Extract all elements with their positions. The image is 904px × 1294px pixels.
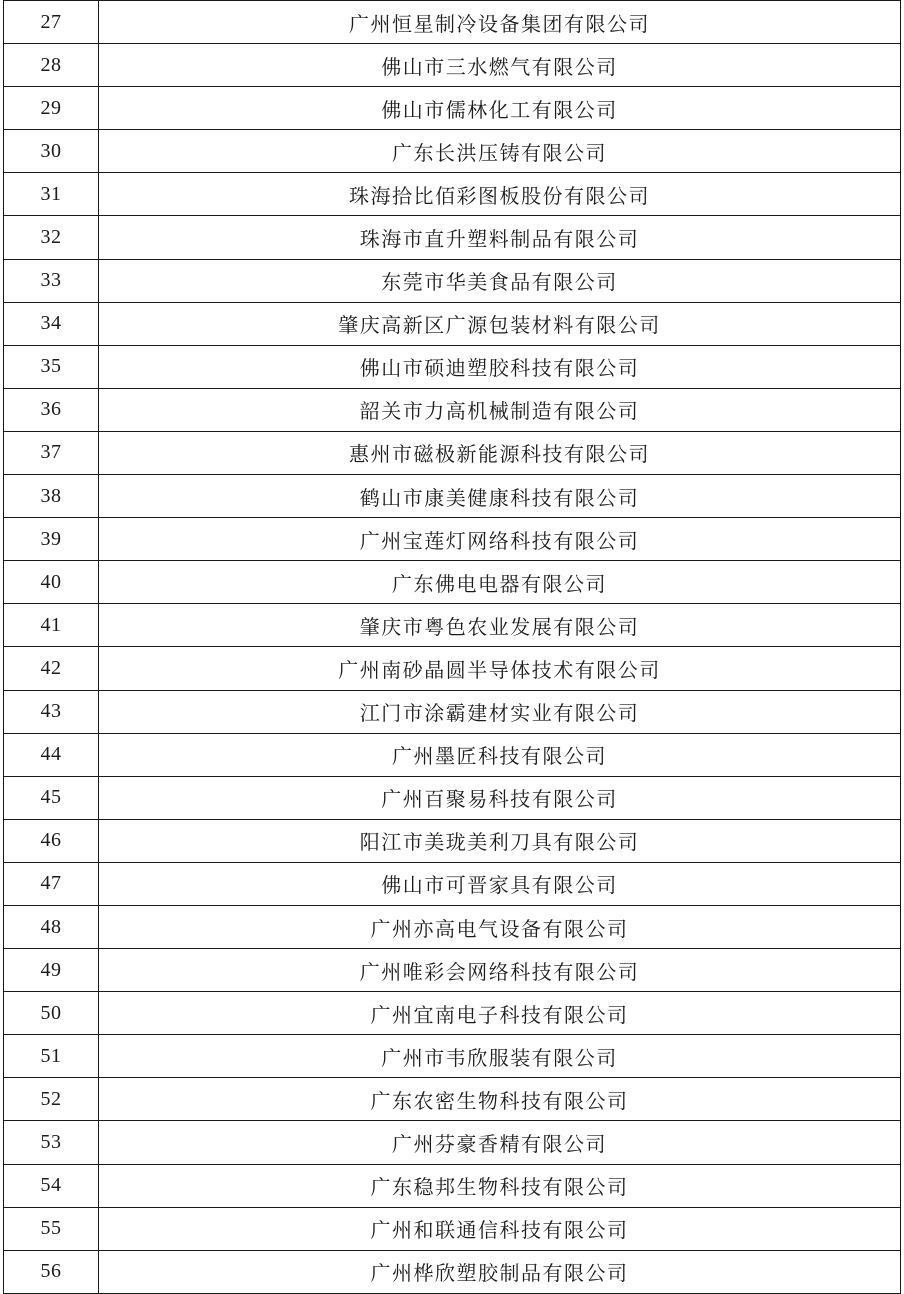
company-name-cell: 广东长洪压铸有限公司 bbox=[99, 130, 901, 173]
company-name-cell: 阳江市美珑美利刀具有限公司 bbox=[99, 819, 901, 862]
row-number-cell: 34 bbox=[4, 302, 99, 345]
company-name-cell: 珠海拾比佰彩图板股份有限公司 bbox=[99, 173, 901, 216]
table-row bbox=[4, 431, 901, 474]
company-table bbox=[3, 0, 901, 1294]
row-number-cell: 47 bbox=[4, 862, 99, 905]
row-number-cell: 41 bbox=[4, 604, 99, 647]
company-name-cell: 佛山市儒林化工有限公司 bbox=[99, 87, 901, 130]
row-number-cell: 30 bbox=[4, 130, 99, 173]
company-name-cell: 广州宜南电子科技有限公司 bbox=[99, 992, 901, 1035]
row-number-cell: 28 bbox=[4, 44, 99, 87]
row-number-cell: 37 bbox=[4, 431, 99, 474]
row-number-cell: 32 bbox=[4, 216, 99, 259]
table-row bbox=[4, 259, 901, 302]
company-name-cell: 广州南砂晶圆半导体技术有限公司 bbox=[99, 647, 901, 690]
company-name-cell: 江门市涂霸建材实业有限公司 bbox=[99, 690, 901, 733]
row-number-cell: 55 bbox=[4, 1207, 99, 1250]
row-number-cell: 40 bbox=[4, 561, 99, 604]
row-number-cell: 50 bbox=[4, 992, 99, 1035]
table-body bbox=[4, 1, 901, 1294]
company-name-cell: 鹤山市康美健康科技有限公司 bbox=[99, 475, 901, 518]
table-row bbox=[4, 87, 901, 130]
table-row bbox=[4, 1078, 901, 1121]
company-name-cell: 韶关市力高机械制造有限公司 bbox=[99, 388, 901, 431]
company-name-cell: 珠海市直升塑料制品有限公司 bbox=[99, 216, 901, 259]
row-number-cell: 27 bbox=[4, 1, 99, 44]
company-name-cell: 广州墨匠科技有限公司 bbox=[99, 733, 901, 776]
table-row bbox=[4, 1, 901, 44]
row-number-cell: 52 bbox=[4, 1078, 99, 1121]
table-row bbox=[4, 475, 901, 518]
company-name-cell: 肇庆市粤色农业发展有限公司 bbox=[99, 604, 901, 647]
company-name-cell: 广东农密生物科技有限公司 bbox=[99, 1078, 901, 1121]
company-name-cell: 广州百聚易科技有限公司 bbox=[99, 776, 901, 819]
table-row bbox=[4, 1035, 901, 1078]
table-row bbox=[4, 690, 901, 733]
company-name-cell: 广州恒星制冷设备集团有限公司 bbox=[99, 1, 901, 44]
row-number-cell: 29 bbox=[4, 87, 99, 130]
company-name-cell: 广州亦高电气设备有限公司 bbox=[99, 905, 901, 948]
row-number-cell: 48 bbox=[4, 905, 99, 948]
row-number-cell: 56 bbox=[4, 1250, 99, 1293]
table-row bbox=[4, 302, 901, 345]
table-row bbox=[4, 733, 901, 776]
row-number-cell: 53 bbox=[4, 1121, 99, 1164]
table-row bbox=[4, 130, 901, 173]
table-row bbox=[4, 862, 901, 905]
table-row bbox=[4, 1207, 901, 1250]
row-number-cell: 42 bbox=[4, 647, 99, 690]
table-row bbox=[4, 1164, 901, 1207]
table-row bbox=[4, 345, 901, 388]
table-row bbox=[4, 388, 901, 431]
company-name-cell: 东莞市华美食品有限公司 bbox=[99, 259, 901, 302]
table-row bbox=[4, 561, 901, 604]
table-row bbox=[4, 776, 901, 819]
table-row bbox=[4, 647, 901, 690]
company-name-cell: 广州唯彩会网络科技有限公司 bbox=[99, 949, 901, 992]
table-row bbox=[4, 216, 901, 259]
company-name-cell: 佛山市硕迪塑胶科技有限公司 bbox=[99, 345, 901, 388]
row-number-cell: 46 bbox=[4, 819, 99, 862]
table-row bbox=[4, 44, 901, 87]
row-number-cell: 38 bbox=[4, 475, 99, 518]
company-list-sheet bbox=[3, 0, 901, 1294]
row-number-cell: 54 bbox=[4, 1164, 99, 1207]
row-number-cell: 45 bbox=[4, 776, 99, 819]
row-number-cell: 44 bbox=[4, 733, 99, 776]
company-name-cell: 佛山市可晋家具有限公司 bbox=[99, 862, 901, 905]
company-name-cell: 广州宝莲灯网络科技有限公司 bbox=[99, 518, 901, 561]
row-number-cell: 51 bbox=[4, 1035, 99, 1078]
company-name-cell: 广州芬豪香精有限公司 bbox=[99, 1121, 901, 1164]
company-name-cell: 广州市韦欣服装有限公司 bbox=[99, 1035, 901, 1078]
table-row bbox=[4, 1121, 901, 1164]
table-row bbox=[4, 173, 901, 216]
table-row bbox=[4, 1250, 901, 1293]
table-row bbox=[4, 949, 901, 992]
company-name-cell: 佛山市三水燃气有限公司 bbox=[99, 44, 901, 87]
table-row bbox=[4, 905, 901, 948]
row-number-cell: 49 bbox=[4, 949, 99, 992]
company-name-cell: 惠州市磁极新能源科技有限公司 bbox=[99, 431, 901, 474]
row-number-cell: 31 bbox=[4, 173, 99, 216]
row-number-cell: 35 bbox=[4, 345, 99, 388]
table-row bbox=[4, 604, 901, 647]
company-name-cell: 广州和联通信科技有限公司 bbox=[99, 1207, 901, 1250]
row-number-cell: 43 bbox=[4, 690, 99, 733]
table-row bbox=[4, 518, 901, 561]
row-number-cell: 33 bbox=[4, 259, 99, 302]
row-number-cell: 39 bbox=[4, 518, 99, 561]
company-name-cell: 肇庆高新区广源包装材料有限公司 bbox=[99, 302, 901, 345]
company-name-cell: 广东稳邦生物科技有限公司 bbox=[99, 1164, 901, 1207]
table-row bbox=[4, 992, 901, 1035]
company-name-cell: 广东佛电电器有限公司 bbox=[99, 561, 901, 604]
company-name-cell: 广州桦欣塑胶制品有限公司 bbox=[99, 1250, 901, 1293]
row-number-cell: 36 bbox=[4, 388, 99, 431]
table-row bbox=[4, 819, 901, 862]
